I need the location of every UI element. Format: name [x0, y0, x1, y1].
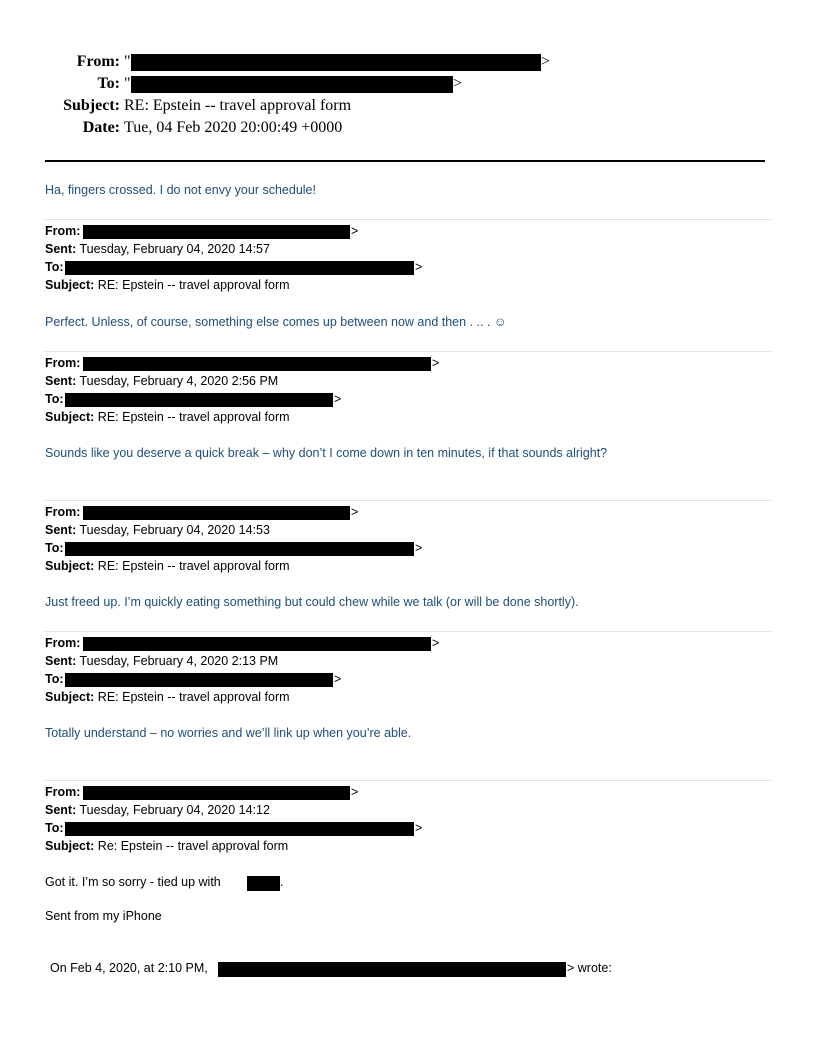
sent-label: Sent:: [45, 242, 77, 256]
message-sent-line: [45, 523, 270, 537]
to-label: To:: [45, 260, 64, 274]
from-label: From:: [45, 356, 81, 370]
email-header: [0, 53, 780, 143]
redaction-block: [65, 542, 414, 556]
sent-value: Tuesday, February 04, 2020 14:12: [79, 803, 270, 817]
header-date-row: [0, 119, 760, 139]
message-from-line: [45, 785, 359, 799]
message-body: Perfect. Unless, of course, something else comes up between now and then . .. . ☺: [45, 315, 507, 329]
message-body-top: Ha, fingers crossed. I do not envy your schedule!: [45, 183, 316, 197]
message-to-line: [45, 260, 423, 274]
redaction-block: [247, 876, 280, 891]
redaction-block: [65, 393, 333, 407]
redaction-block: [218, 962, 566, 977]
message-signature: Sent from my iPhone: [45, 909, 162, 923]
redaction-block: [83, 225, 350, 239]
quote-attribution: [50, 961, 612, 975]
gt-symbol: >: [432, 356, 440, 370]
sent-value: Tuesday, February 04, 2020 14:57: [79, 242, 270, 256]
redaction-block: [83, 786, 350, 800]
message-subject-line: [45, 410, 290, 424]
subject-value: RE: Epstein -- travel approval form: [97, 559, 290, 573]
message-to-line: [45, 821, 423, 835]
gt-symbol: >: [334, 392, 342, 406]
gt-symbol: >: [432, 636, 440, 650]
message-body: Just freed up. I’m quickly eating something but could chew while we talk (or will be done shortly).: [45, 595, 579, 609]
gt-symbol: >: [351, 785, 359, 799]
redaction-block: [83, 506, 350, 520]
message-subject-line: [45, 559, 290, 573]
message-from-line: [45, 224, 359, 238]
to-label: To:: [45, 821, 64, 835]
header-subject-label: Subject:: [63, 97, 120, 114]
header-from-row: [0, 53, 760, 73]
message-sent-line: [45, 242, 270, 256]
message-separator: [45, 631, 771, 632]
message-from-line: [45, 505, 359, 519]
message-separator: [45, 351, 771, 352]
to-label: To:: [45, 392, 64, 406]
gt-symbol: >: [351, 505, 359, 519]
message-sent-line: [45, 374, 278, 388]
message-subject-line: [45, 690, 290, 704]
gt-symbol: >: [415, 260, 423, 274]
message-to-line: [45, 541, 423, 555]
sent-label: Sent:: [45, 803, 77, 817]
quote-suffix: > wrote:: [567, 961, 612, 975]
header-to-label: To:: [97, 75, 120, 92]
message-to-line: [45, 672, 342, 686]
subject-label: Subject:: [45, 690, 95, 704]
from-label: From:: [45, 505, 81, 519]
redaction-block: [131, 76, 453, 93]
sent-label: Sent:: [45, 523, 77, 537]
header-from-prefix: ": [124, 53, 131, 70]
message-sent-line: [45, 654, 278, 668]
header-subject-value: RE: Epstein -- travel approval form: [124, 97, 352, 114]
message-sent-line: [45, 803, 270, 817]
to-label: To:: [45, 672, 64, 686]
message-subject-line: [45, 278, 290, 292]
subject-value: RE: Epstein -- travel approval form: [97, 690, 290, 704]
gt-symbol: >: [351, 224, 359, 238]
redaction-block: [65, 673, 333, 687]
header-subject-row: [0, 97, 760, 117]
header-divider: [45, 160, 765, 162]
sent-value: Tuesday, February 4, 2020 2:13 PM: [79, 654, 279, 668]
sent-value: Tuesday, February 04, 2020 14:53: [79, 523, 270, 537]
from-label: From:: [45, 224, 81, 238]
subject-label: Subject:: [45, 410, 95, 424]
message-to-line: [45, 392, 342, 406]
subject-label: Subject:: [45, 559, 95, 573]
subject-value: Re: Epstein -- travel approval form: [97, 839, 289, 853]
header-from-label: From:: [76, 53, 120, 70]
message-body: Totally understand – no worries and we’ll link up when you’re able.: [45, 726, 412, 740]
from-label: From:: [45, 785, 81, 799]
gt-symbol: >: [334, 672, 342, 686]
message-separator: [45, 219, 771, 220]
header-to-prefix: ": [124, 75, 131, 92]
header-to-suffix: >: [453, 75, 463, 92]
message-body: [45, 875, 284, 889]
message-from-line: [45, 356, 440, 370]
sent-label: Sent:: [45, 654, 77, 668]
subject-value: RE: Epstein -- travel approval form: [97, 410, 290, 424]
subject-label: Subject:: [45, 278, 95, 292]
sent-value: Tuesday, February 4, 2020 2:56 PM: [79, 374, 279, 388]
quote-prefix: On Feb 4, 2020, at 2:10 PM,: [50, 961, 208, 975]
message-separator: [45, 780, 771, 781]
header-date-label: Date:: [82, 119, 120, 136]
to-label: To:: [45, 541, 64, 555]
redaction-block: [131, 54, 541, 71]
message-separator: [45, 500, 771, 501]
gt-symbol: >: [415, 821, 423, 835]
header-from-suffix: >: [541, 53, 551, 70]
message-body-text: Got it. I’m so sorry - tied up with: [45, 875, 221, 889]
header-date-value: Tue, 04 Feb 2020 20:00:49 +0000: [124, 119, 343, 136]
message-body-period: .: [280, 875, 284, 889]
gt-symbol: >: [415, 541, 423, 555]
from-label: From:: [45, 636, 81, 650]
redaction-block: [83, 357, 431, 371]
subject-label: Subject:: [45, 839, 95, 853]
redaction-block: [65, 261, 414, 275]
redaction-block: [83, 637, 431, 651]
message-from-line: [45, 636, 440, 650]
subject-value: RE: Epstein -- travel approval form: [97, 278, 290, 292]
message-body: Sounds like you deserve a quick break – why don’t I come down in ten minutes, if that sounds alright?: [45, 446, 608, 460]
redaction-block: [65, 822, 414, 836]
message-subject-line: [45, 839, 288, 853]
sent-label: Sent:: [45, 374, 77, 388]
header-to-row: [0, 75, 760, 95]
